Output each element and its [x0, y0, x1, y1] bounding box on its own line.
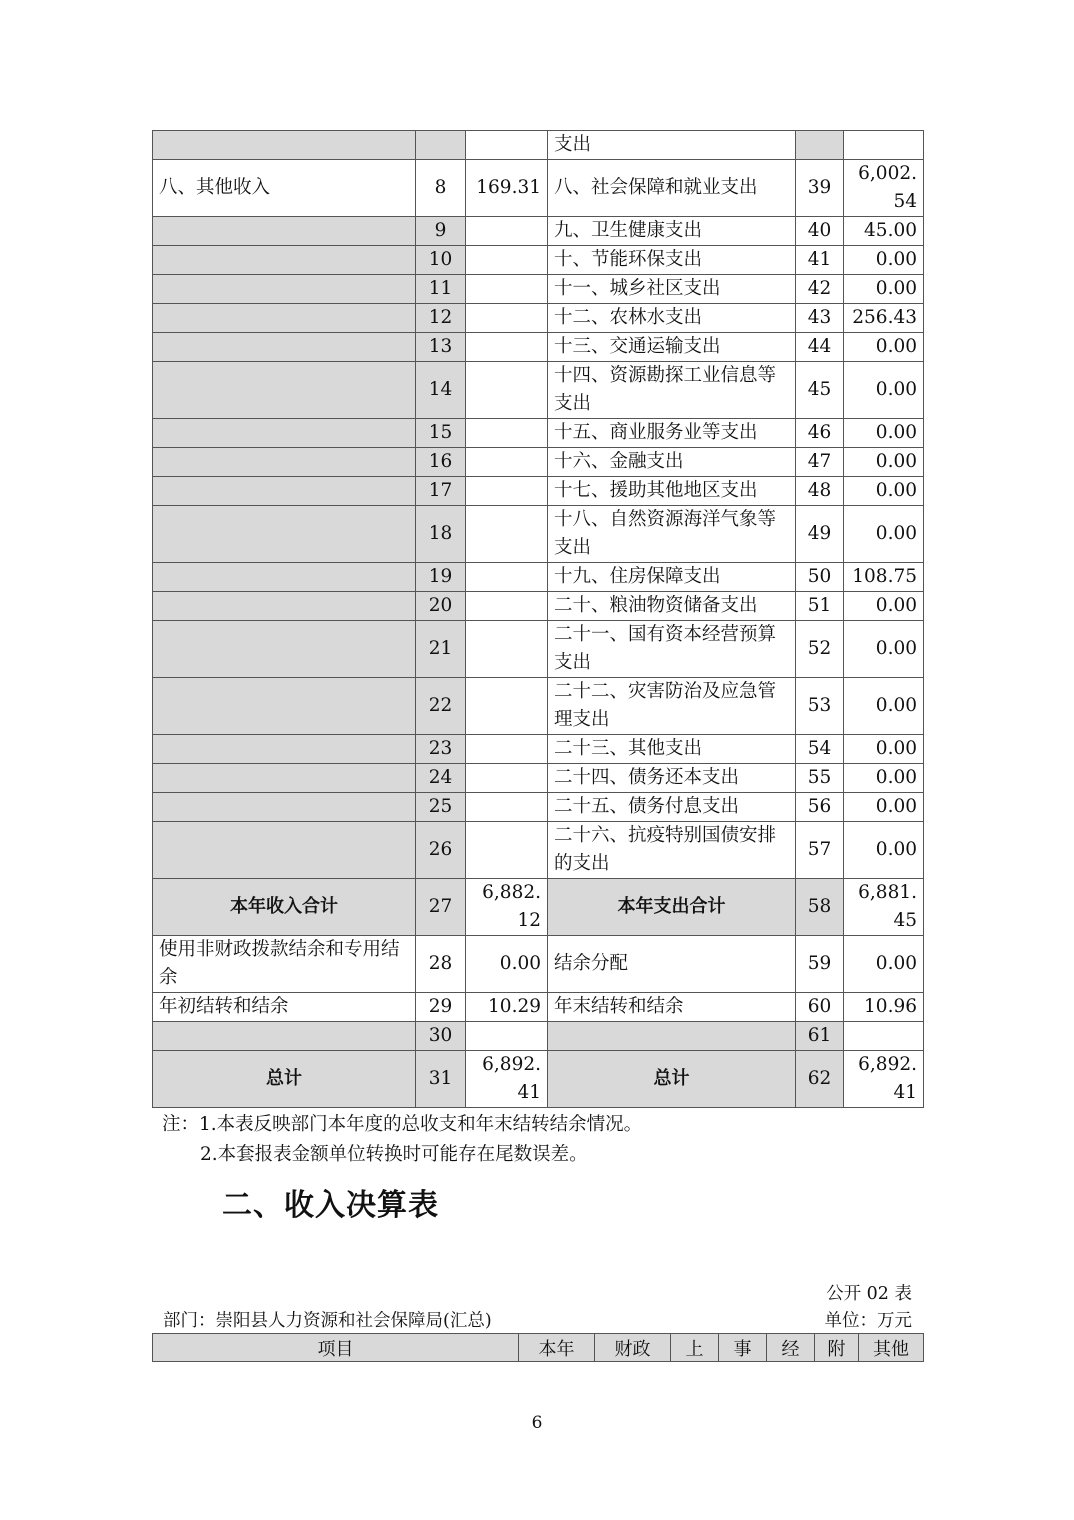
- income-line-number: 11: [416, 275, 466, 304]
- table-row: [153, 678, 924, 735]
- table-row: [153, 160, 924, 217]
- expense-line-number: 56: [796, 793, 844, 822]
- income-line-number: 25: [416, 793, 466, 822]
- expense-amount: 0.00: [844, 477, 924, 506]
- income-line-number: 31: [416, 1051, 466, 1108]
- expense-amount: 0.00: [844, 419, 924, 448]
- income-item-label: [153, 419, 416, 448]
- header-operating: 经: [767, 1334, 815, 1362]
- expense-item-label: 八、社会保障和就业支出: [548, 160, 796, 217]
- table-row: [153, 1051, 924, 1108]
- expense-amount: [844, 1022, 924, 1051]
- table-row: [153, 764, 924, 793]
- expense-amount: 0.00: [844, 592, 924, 621]
- expense-line-number: 62: [796, 1051, 844, 1108]
- expense-item-label: 总计: [548, 1051, 796, 1108]
- income-amount: [466, 764, 548, 793]
- expense-line-number: 55: [796, 764, 844, 793]
- expense-line-number: 59: [796, 936, 844, 993]
- income-item-label: [153, 246, 416, 275]
- income-item-label: [153, 621, 416, 678]
- table-row: [153, 936, 924, 993]
- expense-amount: 108.75: [844, 563, 924, 592]
- unit-label: 单位：万元: [824, 1311, 912, 1331]
- income-amount: [466, 419, 548, 448]
- income-item-label: [153, 793, 416, 822]
- expense-line-number: 44: [796, 333, 844, 362]
- income-amount: 0.00: [466, 936, 548, 993]
- expense-item-label: 九、卫生健康支出: [548, 217, 796, 246]
- expense-item-label: 年末结转和结余: [548, 993, 796, 1022]
- income-amount: [466, 217, 548, 246]
- income-amount: [466, 735, 548, 764]
- income-amount: [466, 678, 548, 735]
- expense-amount: 6,002.54: [844, 160, 924, 217]
- income-table-header: [152, 1333, 924, 1362]
- income-item-label: 年初结转和结余: [153, 993, 416, 1022]
- table-row: [153, 362, 924, 419]
- header-fiscal: 财政: [595, 1334, 671, 1362]
- table-row: [153, 563, 924, 592]
- expense-line-number: 40: [796, 217, 844, 246]
- table-row: [153, 477, 924, 506]
- expense-item-label: 二十二、灾害防治及应急管理支出: [548, 678, 796, 735]
- section-title: 二、收入决算表: [222, 1188, 439, 1223]
- expense-amount: 256.43: [844, 304, 924, 333]
- expense-item-label: 十一、城乡社区支出: [548, 275, 796, 304]
- department-label: 部门：崇阳县人力资源和社会保障局(汇总): [163, 1311, 492, 1331]
- income-amount: 10.29: [466, 993, 548, 1022]
- income-amount: [466, 246, 548, 275]
- income-amount: [466, 131, 548, 160]
- expense-line-number: 54: [796, 735, 844, 764]
- expense-amount: 0.00: [844, 793, 924, 822]
- income-line-number: 26: [416, 822, 466, 879]
- income-line-number: 23: [416, 735, 466, 764]
- expense-item-label: 二十四、债务还本支出: [548, 764, 796, 793]
- expense-item-label: 二十六、抗疫特别国债安排的支出: [548, 822, 796, 879]
- income-amount: [466, 333, 548, 362]
- table-row: [153, 793, 924, 822]
- income-line-number: 28: [416, 936, 466, 993]
- expense-item-label: [548, 1022, 796, 1051]
- income-line-number: 10: [416, 246, 466, 275]
- expense-item-label: 十九、住房保障支出: [548, 563, 796, 592]
- expense-amount: 0.00: [844, 621, 924, 678]
- income-item-label: [153, 304, 416, 333]
- income-amount: [466, 621, 548, 678]
- expense-item-label: 十、节能环保支出: [548, 246, 796, 275]
- expense-item-label: 二十五、债务付息支出: [548, 793, 796, 822]
- expense-item-label: 结余分配: [548, 936, 796, 993]
- expense-line-number: 51: [796, 592, 844, 621]
- income-item-label: [153, 333, 416, 362]
- expense-line-number: 39: [796, 160, 844, 217]
- expense-line-number: 60: [796, 993, 844, 1022]
- expense-amount: 0.00: [844, 448, 924, 477]
- table-row: [153, 304, 924, 333]
- income-amount: 6,882.12: [466, 879, 548, 936]
- income-line-number: 9: [416, 217, 466, 246]
- header-item: 项目: [153, 1334, 519, 1362]
- income-item-label: [153, 678, 416, 735]
- expense-item-label: 支出: [548, 131, 796, 160]
- income-amount: [466, 592, 548, 621]
- income-item-label: [153, 506, 416, 563]
- income-line-number: 18: [416, 506, 466, 563]
- expense-amount: 0.00: [844, 246, 924, 275]
- income-line-number: 27: [416, 879, 466, 936]
- expense-line-number: 53: [796, 678, 844, 735]
- income-item-label: [153, 822, 416, 879]
- note-1: 注：1.本表反映部门本年度的总收支和年末结转结余情况。: [162, 1114, 643, 1135]
- income-amount: 6,892.41: [466, 1051, 548, 1108]
- income-amount: [466, 362, 548, 419]
- expense-amount: 6,881.45: [844, 879, 924, 936]
- table-row: [153, 419, 924, 448]
- header-superior: 上: [671, 1334, 719, 1362]
- expense-line-number: 47: [796, 448, 844, 477]
- income-line-number: 15: [416, 419, 466, 448]
- expense-item-label: 十六、金融支出: [548, 448, 796, 477]
- income-line-number: [416, 131, 466, 160]
- expense-amount: 45.00: [844, 217, 924, 246]
- income-line-number: 29: [416, 993, 466, 1022]
- expense-amount: 0.00: [844, 678, 924, 735]
- income-item-label: [153, 1022, 416, 1051]
- table-code: 公开 02 表: [826, 1284, 912, 1304]
- table-row: [153, 592, 924, 621]
- table-row: [153, 333, 924, 362]
- table-row: [153, 448, 924, 477]
- header-current-year: 本年: [519, 1334, 595, 1362]
- income-item-label: [153, 563, 416, 592]
- expense-item-label: 二十、粮油物资储备支出: [548, 592, 796, 621]
- expense-line-number: 52: [796, 621, 844, 678]
- expense-item-label: 本年支出合计: [548, 879, 796, 936]
- table-row: [153, 131, 924, 160]
- income-amount: [466, 506, 548, 563]
- income-amount: [466, 1022, 548, 1051]
- header-business: 事: [719, 1334, 767, 1362]
- expense-line-number: 57: [796, 822, 844, 879]
- income-line-number: 14: [416, 362, 466, 419]
- income-item-label: [153, 477, 416, 506]
- income-item-label: 本年收入合计: [153, 879, 416, 936]
- income-item-label: [153, 735, 416, 764]
- income-item-label: [153, 592, 416, 621]
- income-amount: [466, 563, 548, 592]
- expense-item-label: 十五、商业服务业等支出: [548, 419, 796, 448]
- expense-line-number: 48: [796, 477, 844, 506]
- expense-line-number: 61: [796, 1022, 844, 1051]
- expense-line-number: 43: [796, 304, 844, 333]
- note-2: 2.本套报表金额单位转换时可能存在尾数误差。: [200, 1144, 588, 1165]
- expense-line-number: 46: [796, 419, 844, 448]
- table-row: [153, 275, 924, 304]
- expense-item-label: 十七、援助其他地区支出: [548, 477, 796, 506]
- expense-line-number: 50: [796, 563, 844, 592]
- income-item-label: [153, 217, 416, 246]
- table-row: [153, 506, 924, 563]
- expense-line-number: [796, 131, 844, 160]
- income-amount: 169.31: [466, 160, 548, 217]
- summary-table: [152, 130, 924, 1108]
- table-row: [153, 621, 924, 678]
- income-item-label: [153, 131, 416, 160]
- income-amount: [466, 822, 548, 879]
- income-line-number: 22: [416, 678, 466, 735]
- expense-line-number: 49: [796, 506, 844, 563]
- header-other: 其他: [859, 1334, 924, 1362]
- expense-amount: 0.00: [844, 822, 924, 879]
- income-amount: [466, 793, 548, 822]
- expense-amount: 0.00: [844, 362, 924, 419]
- expense-item-label: 二十三、其他支出: [548, 735, 796, 764]
- income-line-number: 16: [416, 448, 466, 477]
- expense-line-number: 42: [796, 275, 844, 304]
- expense-amount: 0.00: [844, 764, 924, 793]
- expense-item-label: 十二、农林水支出: [548, 304, 796, 333]
- header-affiliated: 附: [815, 1334, 859, 1362]
- income-line-number: 12: [416, 304, 466, 333]
- expense-amount: 0.00: [844, 936, 924, 993]
- income-item-label: [153, 362, 416, 419]
- table-row: [153, 735, 924, 764]
- table-row: [153, 246, 924, 275]
- income-line-number: 24: [416, 764, 466, 793]
- table-row: [153, 822, 924, 879]
- table-row: [153, 217, 924, 246]
- expense-amount: 0.00: [844, 506, 924, 563]
- income-item-label: 八、其他收入: [153, 160, 416, 217]
- expense-amount: 0.00: [844, 333, 924, 362]
- table-row: [153, 993, 924, 1022]
- expense-line-number: 58: [796, 879, 844, 936]
- expense-line-number: 41: [796, 246, 844, 275]
- income-line-number: 8: [416, 160, 466, 217]
- expense-amount: 6,892.41: [844, 1051, 924, 1108]
- expense-amount: [844, 131, 924, 160]
- expense-item-label: 二十一、国有资本经营预算支出: [548, 621, 796, 678]
- expense-item-label: 十八、自然资源海洋气象等支出: [548, 506, 796, 563]
- table-row: [153, 1022, 924, 1051]
- income-item-label: [153, 764, 416, 793]
- income-amount: [466, 448, 548, 477]
- income-line-number: 30: [416, 1022, 466, 1051]
- income-amount: [466, 275, 548, 304]
- table-row: [153, 879, 924, 936]
- expense-item-label: 十三、交通运输支出: [548, 333, 796, 362]
- income-item-label: [153, 448, 416, 477]
- expense-amount: 0.00: [844, 275, 924, 304]
- income-item-label: 使用非财政拨款结余和专用结余: [153, 936, 416, 993]
- income-amount: [466, 477, 548, 506]
- income-item-label: 总计: [153, 1051, 416, 1108]
- income-line-number: 21: [416, 621, 466, 678]
- page-number: 6: [531, 1413, 543, 1433]
- expense-line-number: 45: [796, 362, 844, 419]
- expense-amount: 10.96: [844, 993, 924, 1022]
- income-item-label: [153, 275, 416, 304]
- income-amount: [466, 304, 548, 333]
- income-line-number: 17: [416, 477, 466, 506]
- expense-item-label: 十四、资源勘探工业信息等支出: [548, 362, 796, 419]
- income-line-number: 20: [416, 592, 466, 621]
- income-line-number: 13: [416, 333, 466, 362]
- expense-amount: 0.00: [844, 735, 924, 764]
- income-line-number: 19: [416, 563, 466, 592]
